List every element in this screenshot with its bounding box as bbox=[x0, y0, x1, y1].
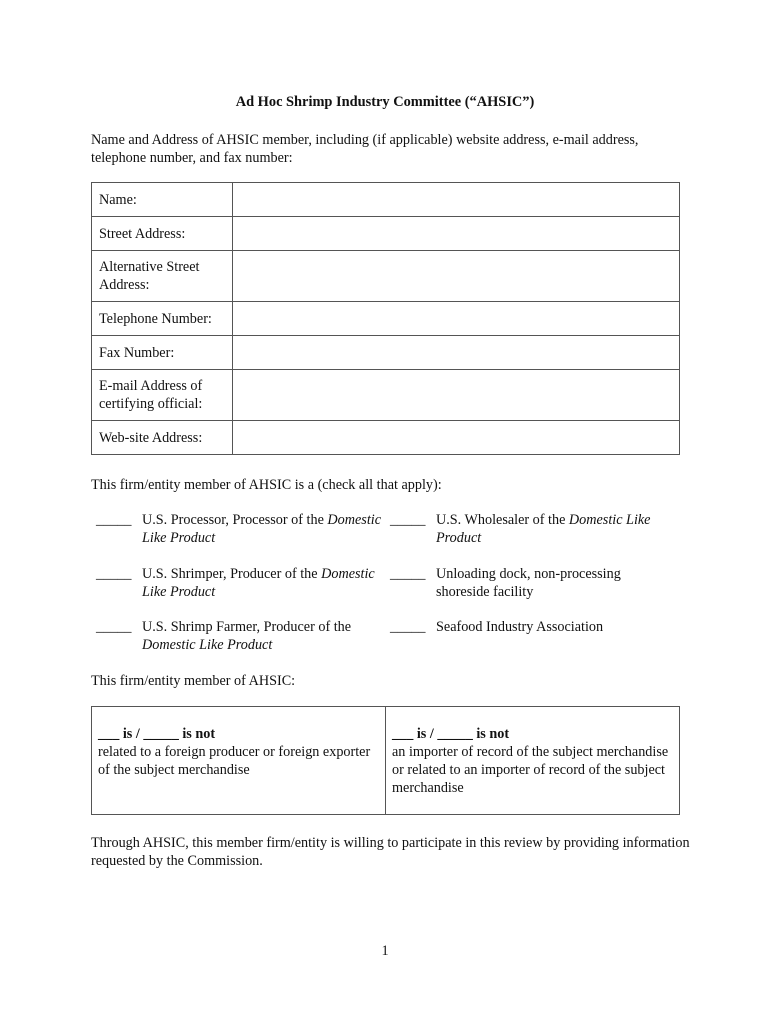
foreign-producer-cell[interactable] bbox=[92, 707, 386, 815]
relation-table bbox=[91, 706, 680, 815]
email-cell[interactable] bbox=[233, 370, 680, 421]
option-label-italic: Domestic Like Product bbox=[142, 512, 382, 546]
page-number: 1 bbox=[381, 943, 389, 959]
relation-intro: This firm/entity member of AHSIC: bbox=[91, 673, 296, 689]
check-blank[interactable]: _____ bbox=[96, 566, 132, 582]
fax-label: Fax Number: bbox=[92, 336, 233, 370]
option-label: U.S. Shrimper, Producer of the bbox=[142, 566, 322, 582]
option-label: U.S. Wholesaler of the bbox=[436, 512, 569, 528]
option-label: Seafood Industry Association bbox=[436, 619, 604, 635]
website-cell[interactable] bbox=[233, 421, 680, 455]
option-shrimp-farmer[interactable] bbox=[96, 618, 386, 654]
check-intro: This firm/entity member of AHSIC is a (check all that apply): bbox=[91, 477, 442, 493]
telephone-input[interactable] bbox=[240, 312, 672, 328]
alt-street-address-cell[interactable] bbox=[233, 251, 680, 302]
intro-text: Name and Address of AHSIC member, including (if applicable) website address, e-mail address, telephone number, and fax number: bbox=[91, 132, 639, 166]
option-label: U.S. Shrimp Farmer, Producer of the bbox=[142, 619, 352, 635]
name-input[interactable] bbox=[240, 193, 672, 209]
relation-text: an importer of record of the subject merchandise or related to an importer of record of the subject merchandise bbox=[392, 744, 669, 796]
street-address-label: Street Address: bbox=[92, 217, 233, 251]
closing-text: Through AHSIC, this member firm/entity is willing to participate in this review by providing information requested by the Commission. bbox=[91, 835, 690, 869]
relation-text: related to a foreign producer or foreign exporter of the subject merchandise bbox=[98, 744, 371, 778]
name-label: Name: bbox=[92, 183, 233, 217]
fax-input[interactable] bbox=[240, 346, 672, 362]
check-blank[interactable]: _____ bbox=[96, 619, 132, 635]
importer-cell[interactable] bbox=[386, 707, 680, 815]
relation-choice[interactable]: ___ is / _____ is not bbox=[392, 726, 510, 742]
website-label: Web-site Address: bbox=[92, 421, 233, 455]
check-blank[interactable]: _____ bbox=[390, 619, 426, 635]
email-input[interactable] bbox=[240, 388, 672, 404]
option-label: Unloading dock, non-processing shoreside facility bbox=[436, 566, 621, 600]
fax-cell[interactable] bbox=[233, 336, 680, 370]
relation-choice[interactable]: ___ is / _____ is not bbox=[98, 726, 216, 742]
street-address-cell[interactable] bbox=[233, 217, 680, 251]
option-label-italic: Domestic Like Product bbox=[142, 637, 273, 653]
telephone-cell[interactable] bbox=[233, 302, 680, 336]
option-label-italic: Domestic Like Product bbox=[142, 566, 375, 600]
option-shrimper[interactable] bbox=[96, 565, 386, 601]
website-input[interactable] bbox=[240, 431, 672, 447]
member-info-table bbox=[91, 182, 680, 455]
option-seafood-association[interactable] bbox=[390, 618, 690, 654]
telephone-label: Telephone Number: bbox=[92, 302, 233, 336]
option-label: U.S. Processor, Processor of the bbox=[142, 512, 328, 528]
option-wholesaler[interactable] bbox=[390, 511, 690, 547]
check-blank[interactable]: _____ bbox=[390, 566, 426, 582]
street-address-input[interactable] bbox=[240, 227, 672, 243]
name-cell[interactable] bbox=[233, 183, 680, 217]
email-label: E-mail Address of certifying official: bbox=[92, 370, 233, 421]
alt-street-address-label: Alternative Street Address: bbox=[92, 251, 233, 302]
alt-street-address-input[interactable] bbox=[240, 269, 672, 285]
check-blank[interactable]: _____ bbox=[390, 512, 426, 528]
option-processor[interactable] bbox=[96, 511, 386, 547]
option-unloading-dock[interactable] bbox=[390, 565, 690, 601]
page-title: Ad Hoc Shrimp Industry Committee (“AHSIC”) bbox=[235, 94, 535, 110]
check-blank[interactable]: _____ bbox=[96, 512, 132, 528]
option-label-italic: Domestic Like Product bbox=[436, 512, 651, 546]
